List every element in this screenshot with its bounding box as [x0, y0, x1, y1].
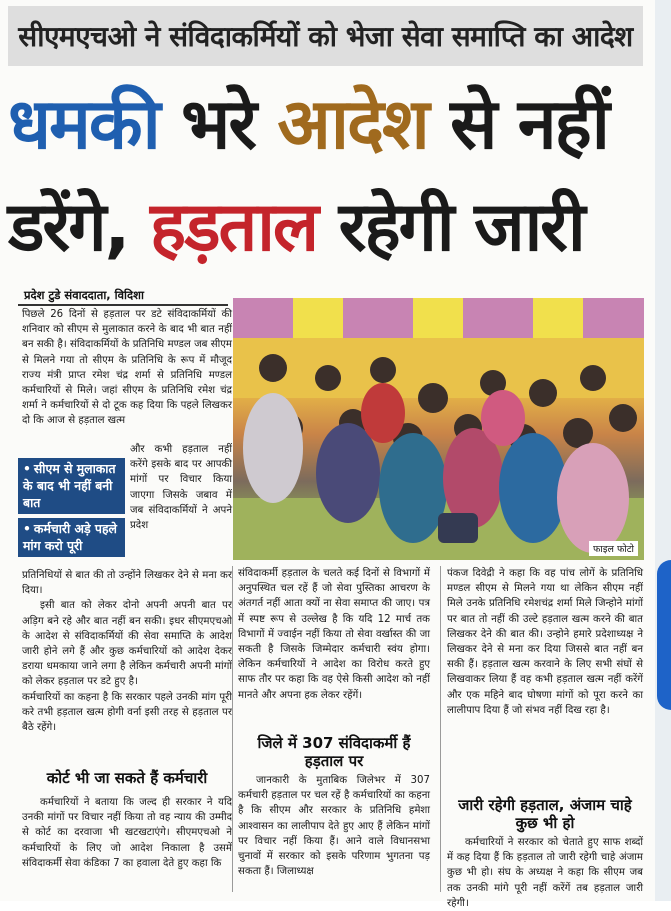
headline-line-2: [8, 178, 648, 278]
section-subhead: कोर्ट भी जा सकते हैं कर्मचारी: [46, 769, 208, 787]
column-divider: [440, 566, 441, 892]
column-divider: [232, 566, 233, 892]
photo-caption: फाइल फोटो: [589, 541, 638, 556]
article-paragraph: संविदाकर्मी हड़ताल के चलते कई दिनों से विभागों में अनुपस्थित चल रहें हैं जो सेवा पुस्तिका आचरण के अंतगर्त नहीं आता क्यों ना सेवा समाप्त की जाए। पत्र में स्पष्ट रूप से उल्लेख है कि यदि 12 मार्च तक विभागों में ज्वाईन नहीं किया तो सेवा वर्खास्त की जा सकती है जिसके जिम्मेदार कर्मचारी स्वंय होगा। लेकिन कर्मचारियों ने आदेश का विरोध करते हुए साफ तौर पर कहा कि वह ऐसे किसी आदेश को नहीं मानते और अपना हक लेकर रहेंगें।: [238, 568, 430, 701]
article-paragraph: और कभी हड़ताल नहीं करेंगे इसके बाद पर आपकी मांगों पर विचार किया जाएगा जिसके जबाव में जब संविदाकर्मियों ने अपने प्रदेश: [130, 444, 232, 532]
article-paragraph: पंकज दिवेद्री ने कहा कि वह पांच लोगें के प्रतिनिधि मण्डल सीएम से मिलने गया था लेकिन सीएम नहीं मिले उनके प्रतिनिधि रमेशचंद्र शर्मा मिले जिन्होने मांगों पर बात तो नहीं की उल्टे हड़ताल खत्म करने की बात लिखकर देने की बात की। उन्होने हमारे प्रदेशाध्यक्ष ने लिखकर देने से मना कर दिया जिससे बात नहीं बन सकी हैं। हड़ताल खत्म करवाने के लिए सभी संघों से लिखवाकर लिया हैं वह कभी हड़ताल खत्म नहीं करेंगें और एक महिने बाद घोषणा मांगों को पूरा करने का लालीपाप दिया हैं जो संभव नहीं दिख रहा है।: [447, 568, 643, 716]
article-paragraph: कर्मचारियों का कहना है कि सरकार पहले उनकी मांग पूरी करे तभी हड़ताल खत्म होगी वर्ना इसी तरह से हड़ताल पर बैठे रहेंगे।: [22, 691, 232, 734]
highlight-item: [18, 518, 125, 557]
article-paragraph: इसी बात को लेकर दोनो अपनी अपनी बात पर अड़िग बने रहे और बात नहीं बन सकी। इधर सीएमएचओ के आदेश से संविदाकर्मियों की सेवा समाप्ति के आदेश जारी होने लगे हैं और कुछ कर्मचारियों को आदेश देकर डराया धमकाया जाने लगा है लेकिन कर्मचारी अपनी मांगों को लेकर हड़ताल पर डटे हुए है।: [22, 600, 232, 688]
highlight-item: [18, 458, 125, 514]
article-paragraph: जानकारी के मुताबिक जिलेभर में 307 कर्मचारी हड़ताल पर चल रहें है कर्मचारियों का कहना है कि सीएम और सरकार के प्रतिनिधि हमेशा आश्वासन का लालीपाप देते हुए आए हैं लेकिन मांगों पर विचार नहीं किया हैं। आने वाले विधानसभा चुनावों में सरकार को इसके परिणाम भुगतना पड़ सकता हैं। जिलाध्यक्ष: [238, 775, 430, 878]
headline-word: आदेश: [277, 83, 428, 165]
side-tab: [657, 560, 671, 710]
bullet-icon: •: [23, 461, 31, 476]
headline-word: भरे: [158, 83, 278, 165]
headline-word: धमकी: [8, 83, 159, 165]
photo-illustration: [233, 298, 644, 560]
article-paragraph: कर्मचारियों ने सरकार को चेताते हुए साफ शब्दों में कह दिया हैं कि हड़ताल तो जारी रहेगी चाहे अंजाम कुछ भी हो। संघ के अध्यक्ष ने कहा कि सीएम जब तक उनकी मांगे पूरी नहीं करेंगें तब हड़ताल जारी रहेगी।: [447, 837, 643, 909]
headline-word: से नहीं: [427, 83, 608, 165]
headline-word: रहेगी जारी: [316, 188, 584, 267]
highlight-text: सीएम से मुलाकात के बाद भी नहीं बनी बात: [23, 461, 116, 510]
byline-divider: [18, 304, 228, 306]
article-paragraph: प्रतिनिधियों से बात की तो उन्होंने लिखकर देने से मना कर दिया।: [22, 570, 232, 597]
article-paragraph: पिछले 26 दिनों से हड़ताल पर डटे संविदाकर्मियों की शनिवार को सीएम से मुलाकात करने के बाद भी बात नहीं बन सकी है। संविदाकर्मियों के प्रतिनिधि मण्डल जब सीएम से मिलने गया तो सीएम के प्रतिनिधि के रूप में मौजूद राज्य मंत्री प्राप्त रमेश चंद्र शर्मा से प्रतिनिधि मण्डल कर्मचारियों से मिले। जहां सीएम के प्रतिनिधि रमेश चंद्र शर्मा ने कर्मचारियों से दो टूक कह दिया कि पहले लिखकर दो कि आज से हड़ताल खत्म: [22, 309, 232, 427]
headline-line-1: [8, 70, 648, 178]
headline-word: डरेंगे,: [8, 188, 150, 267]
section-subhead: जिले में 307 संविदाकर्मी हैं हड़ताल पर: [257, 734, 411, 770]
byline: प्रदेश टुडे संवाददाता, विदिशा: [24, 288, 144, 302]
headline-word: हड़ताल: [149, 188, 317, 267]
kicker-banner: [8, 6, 643, 66]
article-column-1-lower: [22, 568, 232, 735]
article-paragraph: कर्मचारियों ने बताया कि जल्द ही सरकार ने यदि उनकी मांगों पर विचार नहीं किया तो वह न्याय की उम्मीद से कोर्ट का दरवाजा भी खटखटाएंगे। सीएमएचओ ने कर्मचारियों के लिए जो आदेश निकाला है उसमें संविदाकर्मी सेवा कंडिका 7 का हवाला देते हुए कहा कि: [22, 797, 232, 869]
kicker-text: सीएमएचओ ने संविदाकर्मियों को भेजा सेवा समाप्ति का आदेश: [18, 20, 633, 53]
highlight-box: [18, 458, 125, 568]
page-edge: [655, 0, 671, 901]
highlight-text: कर्मचारी अड़े पहले मांग करो पूरी: [23, 521, 117, 553]
bullet-icon: •: [23, 521, 31, 536]
section-subhead: जारी रहेगी हड़ताल, अंजाम चाहे कुछ भी हो: [458, 796, 632, 832]
protest-photo: [233, 298, 644, 560]
